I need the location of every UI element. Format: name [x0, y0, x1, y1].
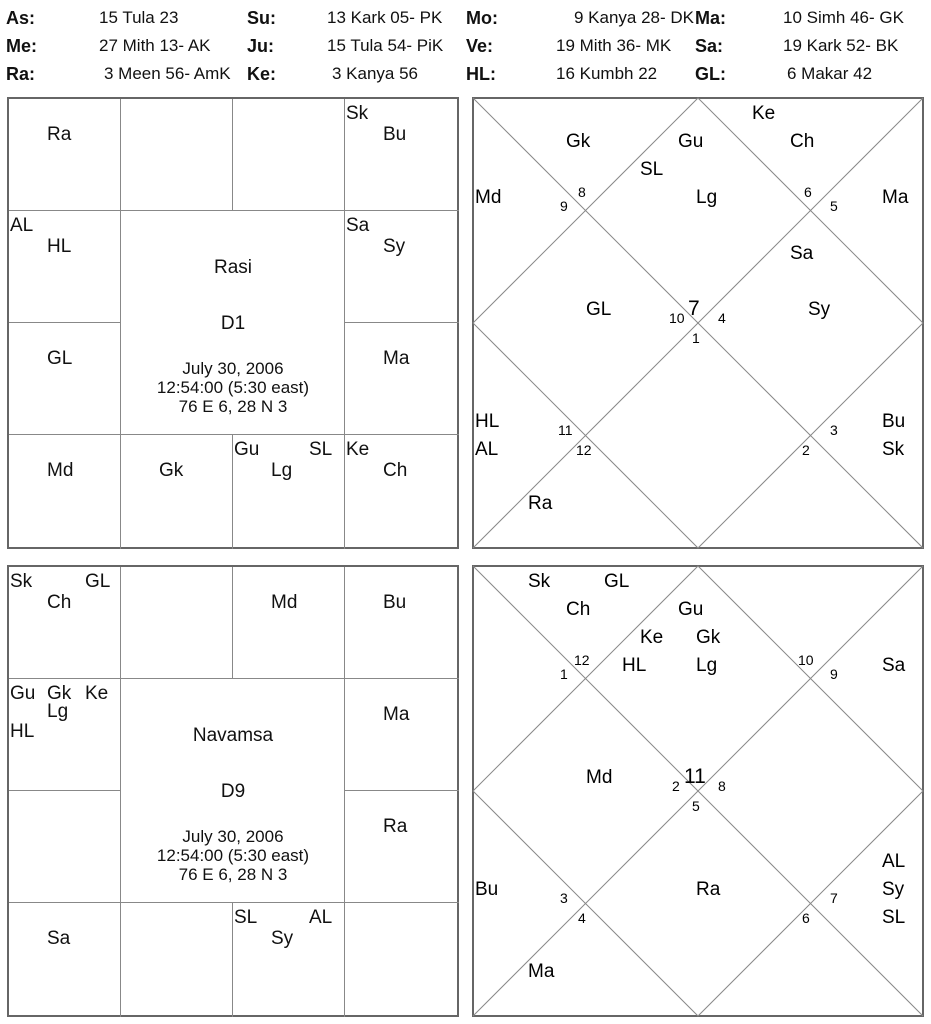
rasi-cell-r0c3 [345, 99, 459, 211]
planet-label: Ch [383, 460, 408, 481]
navamsa-cell-r1c3 [345, 679, 459, 791]
planet-label: AL [309, 907, 333, 928]
chart-division: D1 [220, 313, 246, 334]
birth-time: 12:54:00 (5:30 east) [156, 846, 310, 865]
planet-label: Sk [10, 571, 33, 592]
rasi-cell-r3c1 [121, 435, 233, 549]
header-label: Sa: [695, 36, 724, 56]
house-number: 12 [574, 652, 590, 668]
planet-label: Gk [159, 460, 184, 481]
rasi-cell-r3c3 [345, 435, 459, 549]
navamsa-cell-r2c3 [345, 791, 459, 903]
planet-label: Ke [752, 103, 776, 124]
navamsa-cell-r3c3 [345, 903, 459, 1017]
house-number: 7 [688, 297, 700, 320]
planet-label: SL [309, 439, 333, 460]
navamsa-cell-r0c3 [345, 567, 459, 679]
header-value: 16 Kumbh 22 [556, 64, 658, 83]
navamsa-cell-r0c0 [9, 567, 121, 679]
house-number: 11 [558, 422, 573, 438]
planet-label: Md [586, 767, 613, 788]
header-value: 3 Meen 56- AmK [104, 64, 231, 83]
planet-label: Gu [10, 683, 36, 704]
planet-label: Sk [882, 439, 905, 460]
header-label: Ju: [247, 36, 274, 56]
navamsa-north-chart [472, 565, 924, 1017]
planet-label: Ch [47, 592, 72, 613]
house-number: 5 [830, 198, 838, 214]
planet-label: GL [85, 571, 111, 592]
house-number: 12 [576, 442, 592, 458]
planet-label: Gk [47, 683, 72, 704]
planet-label: Gk [696, 627, 721, 648]
rasi-cell-r2c3 [345, 323, 459, 435]
header-label: HL: [466, 64, 496, 84]
rasi-cell-r0c2 [233, 99, 345, 211]
planet-label: HL [47, 236, 72, 257]
house-number: 3 [830, 422, 838, 438]
chart-division: D9 [220, 781, 246, 802]
birth-place: 76 E 6, 28 N 3 [178, 865, 288, 884]
rasi-cell-r0c1 [121, 99, 233, 211]
planet-label: Sa [882, 655, 906, 676]
planet-label: Lg [47, 701, 69, 722]
planet-label: Sy [271, 928, 294, 949]
rasi-north-chart [472, 97, 924, 549]
rasi-cell-r3c0 [9, 435, 121, 549]
house-number: 10 [669, 310, 685, 326]
header-label: Ve: [466, 36, 494, 56]
planet-label: Md [475, 187, 502, 208]
rasi-cell-r2c0 [9, 323, 121, 435]
planet-label: Lg [696, 187, 718, 208]
header-value: 3 Kanya 56 [332, 64, 419, 83]
planet-label: AL [475, 439, 499, 460]
rasi-cell-r1c0 [9, 211, 121, 323]
house-number: 8 [578, 184, 586, 200]
house-number: 4 [718, 310, 726, 326]
header-value: 13 Kark 05- PK [327, 8, 443, 27]
header-value: 6 Makar 42 [787, 64, 873, 83]
navamsa-cell-r2c0 [9, 791, 121, 903]
header-label: As: [6, 8, 36, 28]
planet-label: Sa [346, 215, 370, 236]
chart-title: Rasi [213, 257, 252, 278]
navamsa-cell-r3c2 [233, 903, 345, 1017]
rasi-cell-r0c0 [9, 99, 121, 211]
planet-label: Ch [790, 131, 815, 152]
birth-date: July 30, 2006 [182, 359, 284, 378]
header-value: 9 Kanya 28- DK [574, 8, 695, 27]
house-number: 10 [798, 652, 814, 668]
planet-label: Ke [640, 627, 664, 648]
header-label: Mo: [466, 8, 498, 28]
planet-label: Sk [346, 103, 369, 124]
house-number: 5 [692, 798, 700, 814]
header-value: 15 Tula 54- PiK [327, 36, 444, 55]
header-label: Ma: [695, 8, 726, 28]
planet-label: Ra [696, 879, 721, 900]
header-label: GL: [695, 64, 726, 84]
planet-label: Ma [882, 187, 909, 208]
navamsa-cell-r1c0 [9, 679, 121, 791]
planet-label: Gu [678, 599, 704, 620]
house-number: 9 [830, 666, 838, 682]
planet-label: HL [622, 655, 647, 676]
planet-label: Sy [808, 299, 831, 320]
planet-label: Bu [475, 879, 499, 900]
house-number: 6 [804, 184, 812, 200]
header-value: 15 Tula 23 [99, 8, 179, 27]
planet-label: Ke [346, 439, 370, 460]
planet-label: Md [47, 460, 74, 481]
planet-label: Ke [85, 683, 109, 704]
planet-label: Lg [696, 655, 718, 676]
planet-label: Bu [882, 411, 906, 432]
birth-place: 76 E 6, 28 N 3 [178, 397, 288, 416]
header-label: Me: [6, 36, 37, 56]
header-label: Su: [247, 8, 276, 28]
header-label: Ra: [6, 64, 36, 84]
planet-label: Md [271, 592, 298, 613]
navamsa-cell-r0c1 [121, 567, 233, 679]
house-number: 4 [578, 910, 586, 926]
planet-label: Bu [383, 592, 407, 613]
house-number: 8 [718, 778, 726, 794]
rasi-south-chart [7, 97, 459, 549]
header-value: 19 Mith 36- MK [556, 36, 672, 55]
house-number: 1 [560, 666, 568, 682]
header-value: 27 Mith 13- AK [99, 36, 211, 55]
planet-label: AL [10, 215, 34, 236]
planet-label: Sa [790, 243, 814, 264]
navamsa-cell-r0c2 [233, 567, 345, 679]
planet-label: SL [640, 159, 664, 180]
planet-label: Ra [47, 124, 72, 145]
planet-label: Lg [271, 460, 293, 481]
planet-label: SL [882, 907, 906, 928]
planet-label: Gu [234, 439, 260, 460]
house-number: 2 [802, 442, 810, 458]
planet-label: Ch [566, 599, 591, 620]
house-number: 9 [560, 198, 568, 214]
planet-label: SL [234, 907, 258, 928]
planet-label: Ra [528, 493, 553, 514]
planet-label: HL [475, 411, 500, 432]
planet-label: Gk [566, 131, 591, 152]
navamsa-south-chart [7, 565, 459, 1017]
house-number: 3 [560, 890, 568, 906]
house-number: 1 [692, 330, 700, 346]
header-value: 10 Simh 46- GK [783, 8, 904, 27]
planet-label: Ma [383, 348, 410, 369]
planet-label: Sy [383, 236, 406, 257]
planet-label: Bu [383, 124, 407, 145]
navamsa-cell-r3c1 [121, 903, 233, 1017]
planet-label: Sy [882, 879, 905, 900]
rasi-cell-r1c3 [345, 211, 459, 323]
planet-label: Sk [528, 571, 551, 592]
house-number: 2 [672, 778, 680, 794]
birth-time: 12:54:00 (5:30 east) [156, 378, 310, 397]
planet-label: AL [882, 851, 906, 872]
navamsa-cell-r3c0 [9, 903, 121, 1017]
chart-title: Navamsa [192, 725, 274, 746]
header-label: Ke: [247, 64, 277, 84]
planet-label: GL [47, 348, 73, 369]
house-number: 11 [684, 765, 706, 788]
house-number: 6 [802, 910, 810, 926]
planet-label: Ra [383, 816, 408, 837]
birth-date: July 30, 2006 [182, 827, 284, 846]
planet-label: Ma [383, 704, 410, 725]
planet-label: HL [10, 721, 35, 742]
planet-label: GL [586, 299, 612, 320]
header-value: 19 Kark 52- BK [783, 36, 899, 55]
house-number: 7 [830, 890, 838, 906]
planet-label: Gu [678, 131, 704, 152]
planet-label: Ma [528, 961, 555, 982]
planet-label: Sa [47, 928, 71, 949]
planet-label: GL [604, 571, 630, 592]
rasi-cell-r3c2 [233, 435, 345, 549]
